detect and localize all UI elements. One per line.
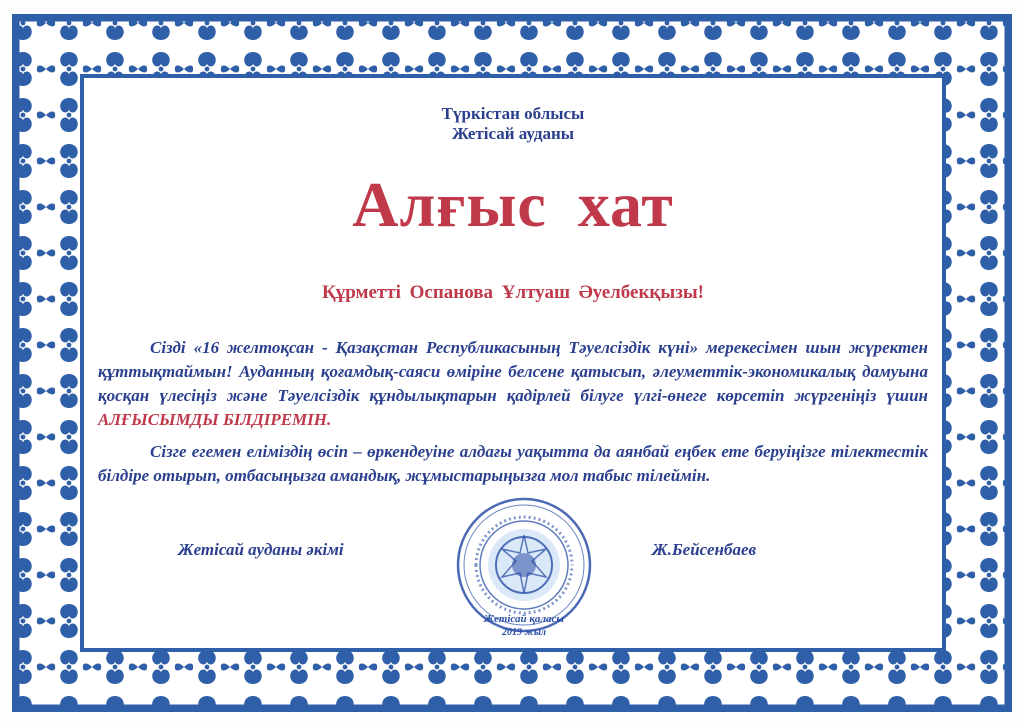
paragraph-congratulation-text: Сізді «16 желтоқсан - Қазақстан Республикасының Тәуелсіздік күні» мерекесімен шын жүректен құттықтаймын! Ауданның қоғамдық-саяси өміріне белсене қатысып, әлеуметтік-экономикалық дамуына қосқан үлесіңіз және Тәуелсіздік құндылықтарын қадірлей білуге үлгі-өнеге көрсетіп жүргеніңіз үшин [98, 338, 928, 405]
letter-body [98, 336, 928, 488]
recipient-salutation: Құрметті Оспанова Ұлтуаш Әуелбекқызы! [321, 282, 705, 303]
district-line: Жетісай ауданы [451, 124, 575, 143]
region-line: Түркістан облысы [441, 104, 585, 123]
gratitude-phrase: АЛҒЫСЫМДЫ БІЛДІРЕМІН. [98, 410, 332, 429]
document-title: Алғыс хат [352, 169, 674, 240]
paragraph-wishes: Сізге егемен еліміздің өсіп – өркендеуіне алдағы уақытта да аянбай еңбек ете беруіңізге тілектестік білдіре отырып, отбасыңызға амандық, жұмыстарыңызға мол табыс тілеймін. [98, 442, 928, 485]
signatory-position: Жетісай ауданы әкімі [178, 540, 344, 559]
seal-city: Жетісай қаласы [483, 613, 565, 625]
certificate-body [88, 82, 938, 644]
seal-year: 2019 жыл [501, 627, 547, 638]
issuer-header [88, 104, 938, 144]
signatory-name: Ж.Бейсенбаев [652, 540, 757, 559]
paragraph-congratulation [98, 336, 928, 432]
